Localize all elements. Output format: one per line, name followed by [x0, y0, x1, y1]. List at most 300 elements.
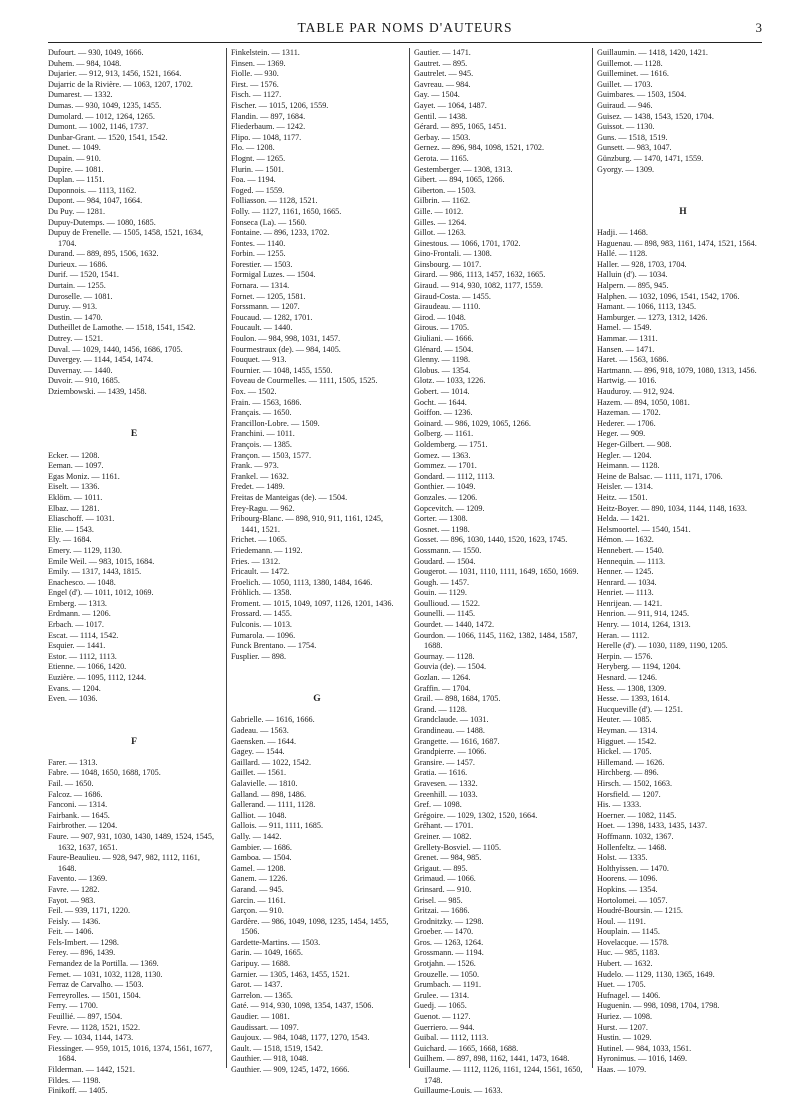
- index-entry: Hennequin. — 1113.: [597, 556, 666, 566]
- index-entry: Grodnitzky. — 1298.: [414, 916, 484, 926]
- index-entry: Ferreyrolles. — 1501, 1504.: [48, 990, 141, 1000]
- index-entry: Freitas de Manteigas (de). — 1504.: [231, 492, 348, 502]
- index-entry: Friedemann. — 1192.: [231, 545, 303, 555]
- index-entry: Gambier. — 1686.: [231, 842, 292, 852]
- index-entry: Fischer. — 1015, 1206, 1559.: [231, 100, 329, 110]
- index-entry: Grail. — 898, 1684, 1705.: [414, 694, 501, 704]
- index-entry: Dumont. — 1002, 1146, 1737.: [48, 122, 149, 132]
- index-entry: Fribourg-Blanc. — 898, 910, 911, 1161, 1245, 1441, 1521.: [231, 514, 384, 534]
- index-entry: Hauduroy. — 912, 924.: [597, 387, 675, 396]
- index-entry: Hammar. — 1311.: [597, 334, 658, 344]
- index-entry: Hémon. — 1632.: [597, 535, 654, 545]
- index-entry: Henner. — 1245.: [597, 567, 654, 577]
- index-entry: Fricault. — 1472.: [231, 567, 290, 577]
- index-entry: Goullioud. — 1522.: [414, 598, 480, 608]
- page-header: [48, 18, 762, 38]
- index-entry: Grandpierre. — 1066.: [414, 747, 487, 757]
- index-entry: Formigal Luzes. — 1504.: [231, 270, 316, 280]
- index-entry: Gernez. — 896, 984, 1098, 1521, 1702.: [414, 143, 545, 153]
- index-entry: Gritzai. — 1686.: [414, 906, 470, 916]
- index-entry: Dziembowski. — 1439, 1458.: [48, 387, 147, 396]
- index-entry: Durand. — 889, 895, 1506, 1632.: [48, 249, 159, 259]
- index-entry: Eliaschoff. — 1031.: [48, 514, 115, 524]
- index-entry: Hennebert. — 1540.: [597, 545, 664, 555]
- index-entry: Holst. — 1335.: [597, 853, 648, 863]
- index-entry: Flognt. — 1265.: [231, 153, 286, 163]
- header-rule: [48, 42, 762, 43]
- index-entry: Français. — 1650.: [231, 408, 292, 418]
- index-entry: Foveau de Courmelles. — 1111, 1505, 1525.: [231, 376, 378, 386]
- index-entry: Dupuy-Dutemps. — 1080, 1685.: [48, 217, 156, 227]
- index-entry: Durieux. — 1686.: [48, 259, 108, 269]
- index-entry: Gozlan. — 1264.: [414, 673, 471, 683]
- index-entry: Goinard. — 986, 1029, 1065, 1266.: [414, 418, 531, 428]
- index-entry: Dunbar-Grant. — 1520, 1541, 1542.: [48, 132, 168, 142]
- index-entry: Henriet. — 1113.: [597, 588, 654, 598]
- index-entry: Heimann. — 1128.: [597, 461, 660, 471]
- index-entry: Folliasson. — 1128, 1521.: [231, 196, 318, 206]
- index-entry: Guisez. — 1438, 1543, 1520, 1704.: [597, 111, 714, 121]
- index-entry: Halphen. — 1032, 1096, 1541, 1542, 1706.: [597, 291, 740, 301]
- index-entry: Haguenau. — 898, 983, 1161, 1474, 1521, 1564.: [597, 238, 757, 248]
- index-entry: Gay. — 1504.: [414, 90, 460, 100]
- index-entry: Grossmann. — 1194.: [414, 948, 484, 958]
- index-entry: Girard. — 986, 1113, 1457, 1632, 1665.: [414, 270, 546, 280]
- index-entry: Golberg. — 1161.: [414, 429, 474, 439]
- index-entry: Françon. — 1503, 1577.: [231, 450, 312, 460]
- spacer: [231, 673, 403, 684]
- index-entry: Haller. — 928, 1703, 1704.: [597, 259, 687, 269]
- index-entry: Flo. — 1208.: [231, 143, 275, 153]
- index-entry: Houdré-Boursin. — 1215.: [597, 906, 683, 916]
- index-entry: Giuliani. — 1666.: [414, 334, 474, 344]
- index-entry: Hadji. — 1468.: [597, 228, 648, 238]
- index-entry: Goudard. — 1504.: [414, 556, 476, 566]
- index-entry: Frossard. — 1455.: [231, 609, 292, 619]
- index-entry: Glénard. — 1504.: [414, 344, 474, 354]
- index-entry: Fumarola. — 1096.: [231, 630, 296, 640]
- index-entry: Gréhant. — 1701.: [414, 821, 474, 831]
- index-entry: Hirchberg. — 896.: [597, 768, 659, 778]
- spacer: [597, 196, 769, 207]
- index-entry: Gallois. — 911, 1111, 1685.: [231, 821, 324, 831]
- index-entry: Garot. — 1437.: [231, 980, 283, 990]
- index-entry: Hamant. — 1066, 1113, 1345.: [597, 302, 696, 312]
- index-entry: Holthyissen. — 1470.: [597, 863, 669, 873]
- index-entry: Guillet. — 1703.: [597, 79, 653, 89]
- index-entry: Giberton. — 1503.: [414, 185, 476, 195]
- index-entry: Guillaume-Louis. — 1633.: [414, 1086, 503, 1096]
- index-entry: Hoorens. — 1096.: [597, 874, 658, 884]
- index-column-2: [231, 48, 403, 1076]
- column-divider: [592, 48, 593, 1068]
- index-entry: Glenny. — 1198.: [414, 355, 471, 365]
- index-entry: Duval. — 1029, 1440, 1456, 1686, 1705.: [48, 344, 183, 354]
- index-entry: Funck Brentano. — 1754.: [231, 641, 317, 651]
- index-entry: Gamboa. — 1504.: [231, 853, 292, 863]
- index-entry: Guilleminet. — 1616.: [597, 69, 669, 79]
- index-entry: Günzburg. — 1470, 1471, 1559.: [597, 153, 704, 163]
- index-entry: Grégoire. — 1029, 1302, 1520, 1664.: [414, 810, 538, 820]
- index-entry: Dumolard. — 1012, 1264, 1265.: [48, 111, 155, 121]
- index-entry: Hegler. — 1204.: [597, 450, 652, 460]
- index-entry: Escat. — 1114, 1542.: [48, 630, 119, 640]
- index-entry: Gouvia (de). — 1504.: [414, 662, 487, 672]
- index-entry: Ferey. — 896, 1439.: [48, 948, 116, 958]
- index-entry: Guillaumin. — 1418, 1420, 1421.: [597, 48, 708, 57]
- spacer: [48, 440, 220, 451]
- index-entry: Fairbrother. — 1204.: [48, 821, 118, 831]
- index-entry: Gabrielle. — 1616, 1666.: [231, 715, 315, 725]
- index-entry: Henrard. — 1034.: [597, 577, 657, 587]
- index-entry: Duroselle. — 1081.: [48, 291, 113, 301]
- index-entry: Flandin. — 897, 1684.: [231, 111, 306, 121]
- index-entry: Gaudissart. — 1097.: [231, 1022, 299, 1032]
- index-entry: Fusplier. — 898.: [231, 651, 287, 661]
- index-entry: Even. — 1036.: [48, 694, 98, 704]
- index-entry: Fontaine. — 896, 1233, 1702.: [231, 228, 330, 238]
- index-entry: Duvernay. — 1440.: [48, 365, 113, 375]
- index-entry: Heger-Gilbert. — 908.: [597, 439, 672, 449]
- column-divider: [226, 48, 227, 1068]
- index-entry: Garnier. — 1305, 1463, 1455, 1521.: [231, 969, 350, 979]
- index-entry: Engel (d'). — 1011, 1012, 1069.: [48, 588, 154, 598]
- index-entry: Grangette. — 1616, 1687.: [414, 736, 500, 746]
- index-entry: Gomez. — 1363.: [414, 450, 471, 460]
- index-entry: Feil. — 939, 1171, 1220.: [48, 906, 131, 916]
- index-entry: Gratia. — 1616.: [414, 768, 468, 778]
- index-entry: Girous. — 1705.: [414, 323, 470, 333]
- index-entry: Gautrelet. — 945.: [414, 69, 474, 79]
- index-entry: Flurin. — 1501.: [231, 164, 284, 174]
- index-column-3: [414, 48, 586, 1097]
- index-entry: Durif. — 1520, 1541.: [48, 270, 119, 280]
- index-entry: Faure-Beaulieu. — 928, 947, 982, 1112, 1161, 1648.: [48, 853, 200, 873]
- index-entry: Grouzelle. — 1050.: [414, 969, 480, 979]
- index-entry: Hamel. — 1549.: [597, 323, 652, 333]
- index-entry: Dufourt. — 930, 1049, 1666.: [48, 48, 144, 57]
- index-entry: Fox. — 1502.: [231, 387, 277, 396]
- index-entry: Halpern. — 895, 945.: [597, 281, 669, 291]
- index-entry: Feuillié. — 897, 1504.: [48, 1012, 123, 1022]
- index-entry: Elbaz. — 1281.: [48, 503, 100, 513]
- spacer: [597, 186, 769, 197]
- index-entry: Hesnard. — 1246.: [597, 673, 658, 683]
- index-entry: Ginestous. — 1066, 1701, 1702.: [414, 238, 521, 248]
- index-entry: Grulee. — 1314.: [414, 990, 470, 1000]
- index-entry: Frichet. — 1065.: [231, 535, 287, 545]
- index-entry: Emile Weil. — 983, 1015, 1684.: [48, 556, 155, 566]
- index-entry: Hyronimus. — 1016, 1469.: [597, 1054, 688, 1064]
- index-entry: Grotjahn. — 1526.: [414, 959, 476, 969]
- index-entry: Dupain. — 910.: [48, 153, 101, 163]
- index-entry: Emery. — 1129, 1130.: [48, 545, 122, 555]
- index-entry: Hustin. — 1029.: [597, 1033, 652, 1043]
- index-entry: Dutheillet de Lamothe. — 1518, 1541, 1542.: [48, 323, 196, 333]
- index-entry: Gautret. — 895.: [414, 58, 468, 68]
- index-entry: Fanconi. — 1314.: [48, 800, 108, 810]
- index-entry: First. — 1576.: [231, 79, 279, 89]
- spacer: [48, 747, 220, 758]
- index-entry: Folly. — 1127, 1161, 1650, 1665.: [231, 206, 342, 216]
- index-entry: Ernberg. — 1313.: [48, 598, 107, 608]
- index-entry: Fouquet. — 913.: [231, 355, 287, 365]
- index-entry: Gaudier. — 1081.: [231, 1012, 290, 1022]
- index-entry: Hovelacque. — 1578.: [597, 937, 669, 947]
- index-entry: Gilbrin. — 1162.: [414, 196, 471, 206]
- index-entry: Garin. — 1049, 1665.: [231, 948, 303, 958]
- index-entry: Huriez. — 1098.: [597, 1012, 653, 1022]
- spacer: [231, 684, 403, 695]
- index-entry: Heitz. — 1501.: [597, 492, 648, 502]
- index-entry: Fisch. — 1127.: [231, 90, 282, 100]
- index-entry: Hufnagel. — 1406.: [597, 990, 661, 1000]
- index-entry: Gally. — 1442.: [231, 831, 282, 841]
- index-column-4: [597, 48, 769, 1076]
- index-entry: Fiessinger. — 959, 1015, 1016, 1374, 1561, 1677, 1684.: [48, 1043, 213, 1064]
- index-entry: Finkelstein. — 1311.: [231, 48, 300, 57]
- index-entry: Hoerner. — 1082, 1145.: [597, 810, 677, 820]
- index-entry: Hazem. — 894, 1050, 1081.: [597, 397, 690, 407]
- index-entry: Frain. — 1563, 1686.: [231, 397, 302, 407]
- index-entry: Fels-Imbert. — 1298.: [48, 937, 119, 947]
- index-entry: Giraud. — 914, 930, 1082, 1177, 1559.: [414, 281, 543, 291]
- index-entry: Hucqueville (d'). — 1251.: [597, 704, 683, 714]
- index-entry: Franchini. — 1011.: [231, 429, 295, 439]
- index-entry: Huet. — 1705.: [597, 980, 646, 990]
- index-entry: Hoffmann. 1032, 1367.: [597, 831, 674, 841]
- section-letter: H: [679, 206, 687, 217]
- index-entry: Gillot. — 1263.: [414, 228, 466, 238]
- index-entry: Gournay. — 1128.: [414, 651, 475, 661]
- index-entry: Dupire. — 1081.: [48, 164, 104, 174]
- index-entry: Gault. — 1518, 1519, 1542.: [231, 1043, 323, 1053]
- index-entry: Grigaut. — 895.: [414, 863, 468, 873]
- index-entry: Faure. — 907, 931, 1030, 1430, 1489, 1524, 1545, 1632, 1637, 1651.: [48, 831, 215, 852]
- index-entry: Ginsbourg. — 1017.: [414, 259, 482, 269]
- index-entry: Hartmann. — 896, 918, 1079, 1080, 1313, 1456.: [597, 365, 757, 375]
- index-entry: Fournier. — 1048, 1455, 1550.: [231, 365, 333, 375]
- index-entry: Durtain. — 1255.: [48, 281, 106, 291]
- index-entry: Gardette-Martins. — 1503.: [231, 937, 321, 947]
- index-entry: Finsen. — 1369.: [231, 58, 286, 68]
- index-entry: Hederer. — 1706.: [597, 418, 656, 428]
- index-entry: Gonthier. — 1049.: [414, 482, 476, 492]
- index-entry: Glotz. — 1033, 1226.: [414, 376, 486, 386]
- page-title: TABLE PAR NOMS D'AUTEURS: [297, 20, 513, 35]
- index-entry: Guerriero. — 944.: [414, 1022, 475, 1032]
- index-entry: Hubert. — 1632.: [597, 959, 653, 969]
- spacer: [48, 726, 220, 737]
- index-entry: Galliot. — 1048.: [231, 810, 287, 820]
- index-entry: Hazeman. — 1702.: [597, 408, 661, 418]
- index-entry: Ferry. — 1700.: [48, 1001, 98, 1011]
- index-entry: Farer. — 1313.: [48, 757, 98, 767]
- index-entry: Gauthier. — 918, 1048.: [231, 1054, 309, 1064]
- spacer: [48, 419, 220, 430]
- index-entry: Estor. — 1112, 1113.: [48, 651, 117, 661]
- index-entry: Haas. — 1079.: [597, 1065, 647, 1074]
- index-entry: Dujarric de la Rivière. — 1063, 1207, 1702.: [48, 79, 193, 89]
- index-entry: Gonzales. — 1206.: [414, 492, 478, 502]
- index-entry: Fey. — 1034, 1144, 1473.: [48, 1033, 134, 1043]
- index-entry: Ganem. — 1226.: [231, 874, 288, 884]
- index-entry: Heger. — 909.: [597, 429, 646, 439]
- index-entry: Fonseca (La). — 1560.: [231, 217, 307, 227]
- index-entry: Hoet. — 1398, 1433, 1435, 1437.: [597, 821, 708, 831]
- index-entry: Froelich. — 1050, 1113, 1380, 1484, 1646.: [231, 577, 373, 587]
- index-entry: Gocht. — 1644.: [414, 397, 467, 407]
- index-entry: Du Puy. — 1281.: [48, 206, 106, 216]
- index-entry: Gérard. — 895, 1065, 1451.: [414, 122, 507, 132]
- index-entry: Favento. — 1369.: [48, 874, 108, 884]
- index-entry: Heuter. — 1085.: [597, 715, 652, 725]
- index-entry: Enachesco. — 1048.: [48, 577, 116, 587]
- index-entry: Guissot. — 1130.: [597, 122, 655, 132]
- index-entry: Gadeau. — 1563.: [231, 726, 289, 735]
- index-entry: Fabre. — 1048, 1650, 1688, 1705.: [48, 768, 161, 778]
- index-entry: Dutrey. — 1521.: [48, 334, 103, 344]
- index-entry: Goiffon. — 1236.: [414, 408, 473, 418]
- index-entry: Ecker. — 1208.: [48, 450, 100, 460]
- index-entry: Garand. — 945.: [231, 884, 284, 894]
- index-entry: Gagey. — 1544.: [231, 747, 285, 757]
- index-entry: Gref. — 1098.: [414, 800, 462, 810]
- index-entry: Grimaud. — 1066.: [414, 874, 476, 884]
- index-entry: Duponnois. — 1113, 1162.: [48, 185, 137, 195]
- index-entry: Higguet. — 1542.: [597, 736, 657, 746]
- index-entry: Grellety-Bosviel. — 1105.: [414, 842, 502, 852]
- index-entry: Grand. — 1128.: [414, 704, 467, 714]
- index-entry: Francillon-Lobre. — 1509.: [231, 418, 320, 428]
- index-entry: Herelle (d'). — 1030, 1189, 1190, 1205.: [597, 641, 728, 651]
- index-entry: Guibal. — 1112, 1113.: [414, 1033, 489, 1043]
- index-entry: Grumbach. — 1191.: [414, 980, 482, 990]
- index-entry: Heine de Balsac. — 1111, 1171, 1706.: [597, 471, 723, 481]
- index-entry: Goldemberg. — 1751.: [414, 439, 488, 449]
- index-entry: Guichard. — 1665, 1668, 1688.: [414, 1043, 519, 1053]
- index-entry: Helda. — 1421.: [597, 514, 650, 524]
- index-entry: Fornet. — 1205, 1581.: [231, 291, 306, 301]
- index-entry: Girod. — 1048.: [414, 312, 466, 322]
- index-entry: Heitz-Boyer. — 890, 1034, 1144, 1148, 1633.: [597, 503, 747, 513]
- index-entry: Greenhill. — 1033.: [414, 789, 478, 799]
- index-entry: Huguenin. — 998, 1098, 1704, 1798.: [597, 1001, 720, 1011]
- index-entry: Gaillet. — 1561.: [231, 768, 287, 778]
- index-entry: Greiner. — 1082.: [414, 831, 472, 841]
- index-entry: Hurst. — 1207.: [597, 1022, 648, 1032]
- index-entry: Forbin. — 1255.: [231, 249, 286, 259]
- spacer: [48, 715, 220, 726]
- index-entry: Forssmann. — 1207.: [231, 302, 300, 312]
- index-entry: Foa. — 1194.: [231, 175, 276, 185]
- index-entry: Hortolomei. — 1057.: [597, 895, 668, 905]
- index-entry: Dunet. — 1049.: [48, 143, 101, 153]
- index-entry: Hudelo. — 1129, 1130, 1365, 1649.: [597, 969, 715, 979]
- index-entry: Hamburger. — 1273, 1312, 1426.: [597, 312, 708, 322]
- index-entry: Falcoz. — 1686.: [48, 789, 103, 799]
- index-entry: Gransire. — 1457.: [414, 757, 475, 767]
- index-entry: Gosnet. — 1198.: [414, 524, 470, 534]
- index-entry: Huc. — 985, 1183.: [597, 948, 660, 958]
- spacer: [231, 662, 403, 673]
- index-entry: Gauthier. — 909, 1245, 1472, 1666.: [231, 1065, 350, 1074]
- index-entry: Hutinel. — 984, 1033, 1561.: [597, 1043, 692, 1053]
- index-entry: Fröhlich. — 1358.: [231, 588, 292, 598]
- index-entry: Gossmann. — 1550.: [414, 545, 482, 555]
- index-entry: Fevre. — 1128, 1521, 1522.: [48, 1022, 141, 1032]
- index-entry: Egas Moniz. — 1161.: [48, 471, 120, 481]
- index-entry: Filderman. — 1442, 1521.: [48, 1065, 135, 1074]
- section-letter: F: [131, 736, 137, 747]
- index-entry: Flipo. — 1048, 1177.: [231, 132, 302, 142]
- index-entry: Gorter. — 1308.: [414, 514, 468, 524]
- index-entry: Feisly. — 1436.: [48, 916, 101, 926]
- column-divider: [409, 48, 410, 1068]
- index-entry: Gentil. — 1438.: [414, 111, 468, 121]
- index-entry: Fulconis. — 1013.: [231, 620, 292, 630]
- index-entry: Guillemot. — 1128.: [597, 58, 663, 68]
- index-entry: Foged. — 1559.: [231, 185, 285, 195]
- index-entry: Gille. — 1012.: [414, 206, 464, 216]
- index-entry: Herpin. — 1576.: [597, 651, 653, 661]
- index-column-1: [48, 48, 220, 1097]
- index-entry: Dupont. — 984, 1047, 1664.: [48, 196, 143, 206]
- index-entry: Guimbares. — 1503, 1504.: [597, 90, 687, 100]
- index-entry: Halluin (d'). — 1034.: [597, 270, 668, 280]
- index-entry: Guilhem. — 897, 898, 1162, 1441, 1473, 1648.: [414, 1054, 570, 1064]
- index-entry: Feit. — 1406.: [48, 927, 94, 937]
- index-entry: Favre. — 1282.: [48, 884, 100, 894]
- index-entry: Groeber. — 1470.: [414, 927, 474, 937]
- index-entry: Hansen. — 1471.: [597, 344, 655, 354]
- index-entry: Gourdet. — 1440, 1472.: [414, 620, 495, 630]
- index-entry: Duvergey. — 1144, 1454, 1474.: [48, 355, 153, 365]
- index-entry: Duplan. — 1151.: [48, 175, 105, 185]
- index-entry: Ely. — 1684.: [48, 535, 92, 545]
- index-entry: Fernandez de la Portilla. — 1369.: [48, 959, 159, 969]
- index-entry: Heisler. — 1314.: [597, 482, 653, 492]
- index-entry: Heryberg. — 1194, 1204.: [597, 662, 681, 672]
- index-entry: Galland. — 898, 1486.: [231, 789, 307, 799]
- index-entry: Gravesen. — 1332.: [414, 778, 478, 788]
- index-entry: Frank. — 973.: [231, 461, 279, 471]
- index-entry: Dumas. — 930, 1049, 1235, 1455.: [48, 100, 162, 110]
- index-entry: Fourmestraux (de). — 984, 1405.: [231, 344, 341, 354]
- index-entry: Fiolle. — 930.: [231, 69, 279, 79]
- spacer: [231, 705, 403, 716]
- index-entry: Foucault. — 1440.: [231, 323, 293, 333]
- index-entry: Guiraud. — 946.: [597, 100, 653, 110]
- index-entry: Duhem. — 984, 1048.: [48, 58, 122, 68]
- spacer: [48, 398, 220, 409]
- index-entry: Fildes. — 1198.: [48, 1075, 101, 1085]
- index-entry: Fredet. — 1489.: [231, 482, 285, 492]
- index-entry: Grinsard. — 910.: [414, 884, 472, 894]
- index-entry: Gough. — 1457.: [414, 577, 470, 587]
- index-entry: François. — 1385.: [231, 439, 292, 449]
- index-entry: Grandclaude. — 1031.: [414, 715, 489, 725]
- index-entry: Henry. — 1014, 1264, 1313.: [597, 620, 691, 630]
- index-entry: Guedj. — 1065.: [414, 1001, 467, 1011]
- index-entry: Gopcevitch. — 1209.: [414, 503, 485, 513]
- index-entry: Houplain. — 1145.: [597, 927, 660, 937]
- section-letter: G: [313, 694, 321, 705]
- index-entry: Garcin. — 1161.: [231, 895, 286, 905]
- index-entry: Garçon. — 910.: [231, 906, 284, 916]
- index-entry: Hess. — 1308, 1309.: [597, 683, 667, 693]
- index-entry: Gommez. — 1701.: [414, 461, 477, 471]
